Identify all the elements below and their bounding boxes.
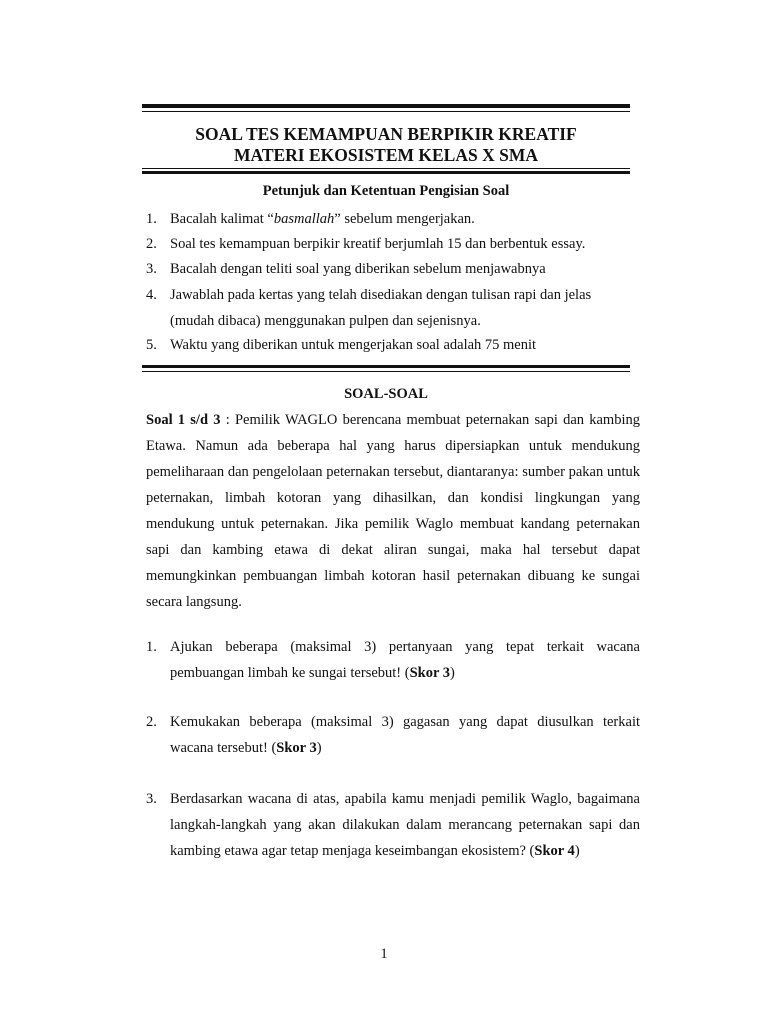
title-rule-thick [142,171,630,174]
instruction-text: Jawablah pada kertas yang telah disediakan dengan tulisan rapi dan jelas (mudah dibaca) menggunakan pulpen dan sejenisnya. [170,287,592,329]
question-score: Skor 3 [409,665,451,681]
question-number: 3. [146,791,157,807]
document-title-line-1: SOAL TES KEMAMPUAN BERPIKIR KREATIF [195,124,577,144]
top-rule-thick [142,104,630,108]
section-rule-thin [142,371,630,372]
question-number: 1. [146,639,157,655]
title-rule-thin [142,168,630,169]
question-text: Ajukan beberapa (maksimal 3) pertanyaan yang tepat terkait wacana pembuangan limbah ke sungai tersebut! (Skor 3) [170,639,640,681]
instruction-number: 3. [146,261,157,277]
document-title-line-2: MATERI EKOSISTEM KELAS X SMA [233,145,539,165]
passage-text: : Pemilik WAGLO berencana membuat peternakan sapi dan kambing Etawa. Namun ada beberapa hal yang harus dipersiapkan untuk mendukung pemeliharaan dan pengelolaan peternakan tersebut, diantaranya: sumber pakan untuk peternakan, limbah kotoran yang dihasilkan, dan kondisi lingkungan yang mendukung untuk peternakan. Jika pemilik Waglo membuat kandang peternakan sapi dan kambing etawa di dekat aliran sungai, maka hal tersebut dapat memungkinkan pembuangan limbah kotoran hasil peternakan dibuang ke sungai secara langsung. [146,412,640,610]
question-score: Skor 4 [534,843,575,859]
question-text: Kemukakan beberapa (maksimal 3) gagasan yang dapat diusulkan terkait wacana tersebut! (Skor 3) [170,714,640,756]
top-rule-thin [142,111,630,112]
passage-label: Soal 1 s/d 3 [146,412,221,428]
instruction-item [146,232,636,258]
questions-heading: SOAL-SOAL [344,386,428,402]
instruction-emphasis: basmallah [273,211,335,227]
instruction-text: Bacalah kalimat “basmallah” sebelum mengerjakan. [170,211,475,227]
question-item [146,786,640,864]
question-score: Skor 3 [276,740,317,756]
instruction-item [146,283,636,334]
instruction-item [146,257,636,283]
instruction-text: Bacalah dengan teliti soal yang diberikan sebelum menjawabnya [170,261,546,277]
page-number: 1 [380,946,388,962]
instruction-number: 4. [146,287,157,303]
instruction-item [146,207,636,233]
question-item [146,709,640,761]
instruction-text: Waktu yang diberikan untuk mengerjakan soal adalah 75 menit [170,337,537,353]
instruction-number: 2. [146,236,157,252]
instruction-number: 5. [146,337,157,353]
question-item [146,634,640,686]
instructions-heading: Petunjuk dan Ketentuan Pengisian Soal [262,183,510,199]
instruction-number: 1. [146,211,157,227]
instruction-item [146,333,636,359]
reading-passage [146,407,640,615]
question-number: 2. [146,714,157,730]
section-rule-thick [142,365,630,368]
question-text: Berdasarkan wacana di atas, apabila kamu menjadi pemilik Waglo, bagaimana langkah-langkah yang akan dilakukan dalam merancang peternakan sapi dan kambing etawa agar tetap menjaga keseimbangan ekosistem? (Skor 4) [170,791,640,859]
instruction-text: Soal tes kemampuan berpikir kreatif berjumlah 15 dan berbentuk essay. [170,236,586,252]
